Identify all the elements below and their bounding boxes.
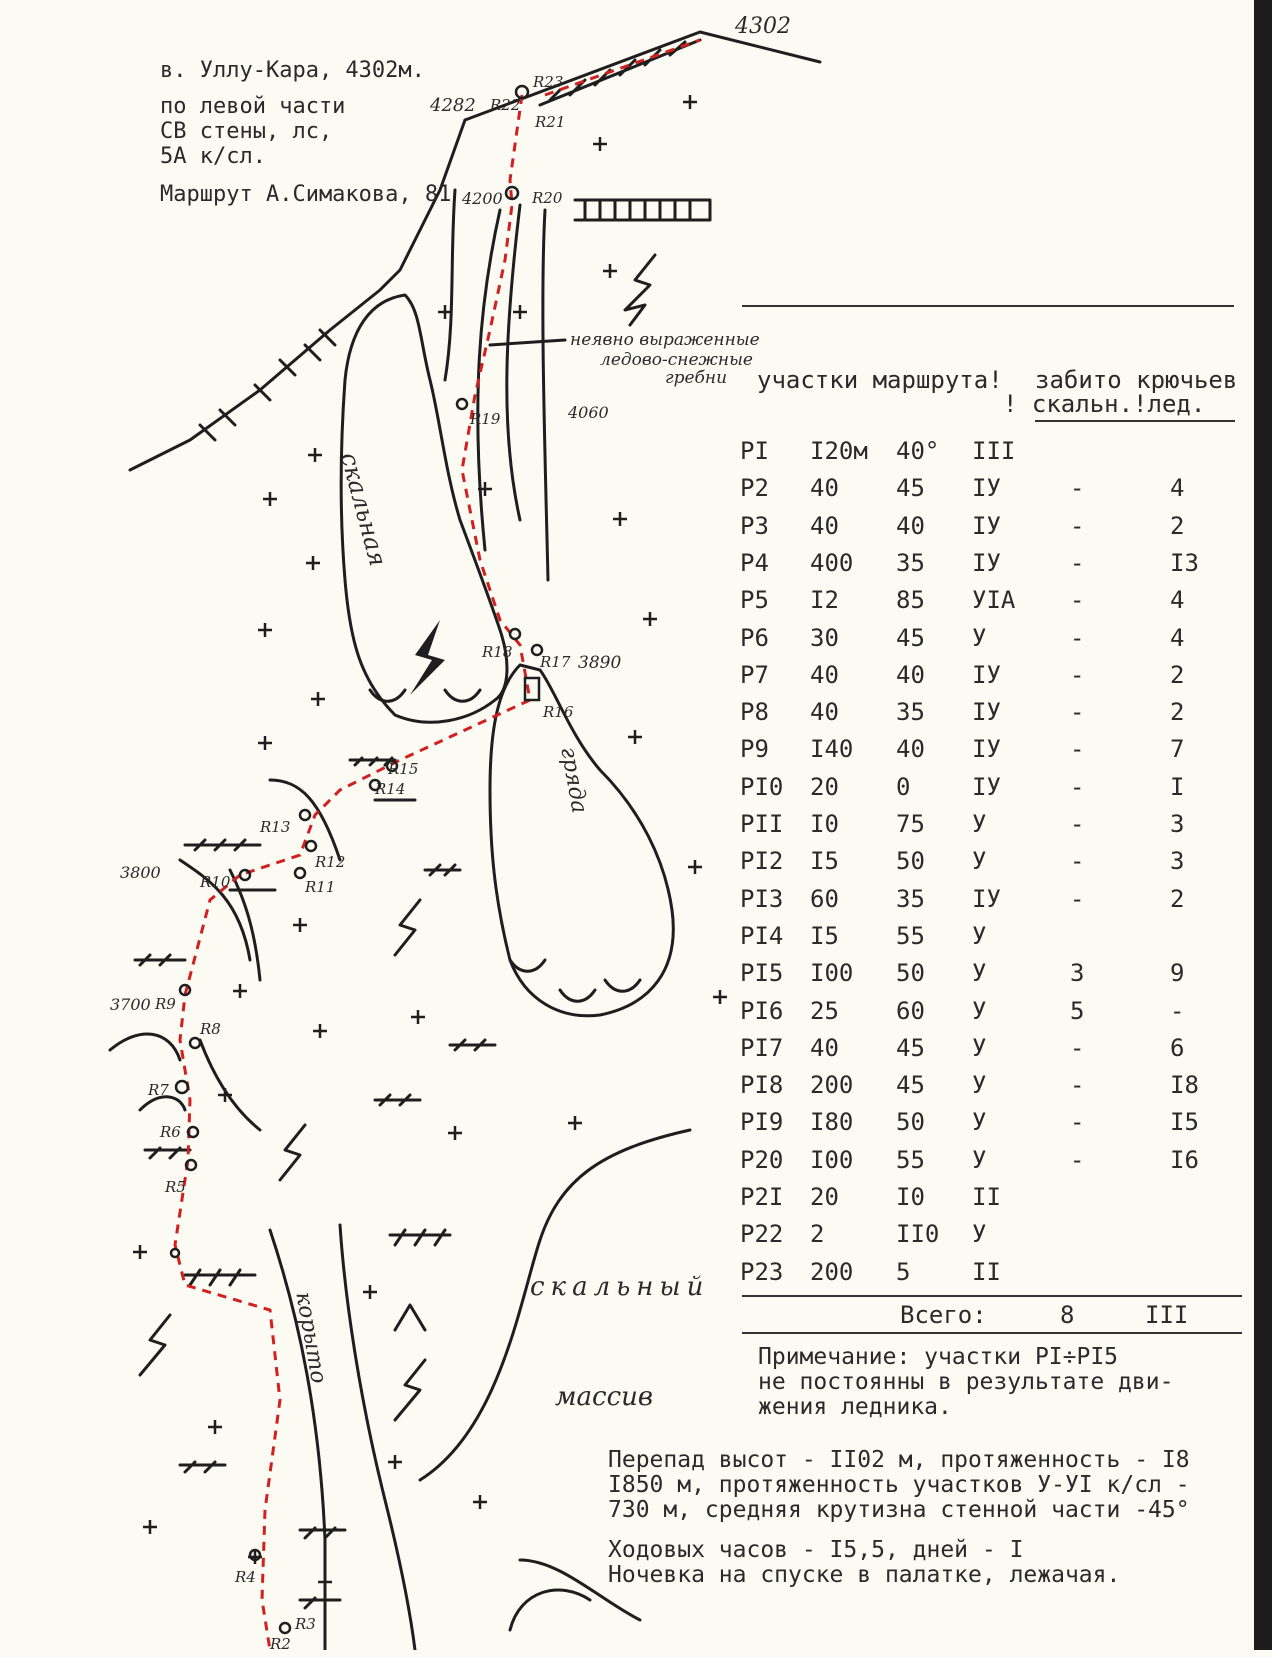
table-cell-rock: - — [1070, 735, 1085, 764]
table-cell-len: I00 — [810, 1145, 854, 1174]
table-cell-len: I20м — [810, 437, 868, 465]
table-cell-len: 25 — [810, 996, 839, 1025]
table-cell-rock: - — [1070, 1145, 1085, 1174]
table-cell-rock: - — [1070, 548, 1085, 577]
table-cell-s: P22 — [740, 1220, 784, 1249]
table-cell-cat: IУ — [972, 511, 1001, 540]
table-cell-len: 200 — [810, 1071, 854, 1100]
massif-curve-2 — [510, 1590, 590, 1630]
ice-curl-5 — [605, 980, 640, 991]
route-desc-1: по левой части — [160, 94, 346, 119]
summary-line-2: I850 м, протяженность участков У-УI к/сл - — [608, 1472, 1190, 1498]
table-cell-cat: У — [972, 959, 987, 988]
table-cell-s: P5 — [740, 586, 769, 615]
summary-line-4: Ходовых часов - I5,5, дней - I — [608, 1537, 1024, 1563]
table-cell-ang: 50 — [896, 1108, 925, 1137]
table-cell-s: P20 — [740, 1145, 784, 1174]
table-cell-ice: 7 — [1170, 735, 1185, 764]
table-cell-cat: IУ — [972, 698, 1001, 727]
table-cell-ice: 2 — [1170, 660, 1185, 689]
ridge-outline — [490, 665, 673, 1016]
route-point-label: R16 — [543, 703, 574, 721]
rock-hatch-mid-3 — [425, 865, 460, 875]
table-cell-ice: 3 — [1170, 847, 1185, 876]
table-cell-ice: - — [1170, 996, 1185, 1025]
route-point-label: R19 — [470, 410, 501, 428]
table-cell-cat: IУ — [972, 735, 1001, 764]
table-cell-cat: II — [972, 1257, 1001, 1286]
label-ridge: гряда — [555, 745, 592, 816]
table-cell-ice: 4 — [1170, 623, 1185, 652]
table-cell-rock: - — [1070, 660, 1085, 689]
table-cell-rock: - — [1070, 1033, 1085, 1062]
table-cell-cat: У — [972, 847, 987, 876]
alt-4060: 4060 — [568, 403, 609, 422]
table-cell-s: PI3 — [740, 884, 784, 913]
table-cell-len: 30 — [810, 623, 839, 652]
table-cell-ice: 4 — [1170, 586, 1185, 615]
table-cell-ice: I3 — [1170, 548, 1199, 577]
alt-4200: 4200 — [462, 189, 503, 208]
table-cell-ang: 5 — [896, 1257, 911, 1286]
total-rule — [742, 1332, 1242, 1334]
table-cell-ang: 85 — [896, 586, 925, 615]
alt-summit: 4302 — [735, 14, 791, 39]
table-cell-ang: 45 — [896, 1033, 925, 1062]
couloir-line-4 — [507, 205, 520, 520]
route-point-label: R7 — [148, 1081, 169, 1099]
route-desc-2: СВ стены, лс, — [160, 119, 333, 144]
table-cell-cat: У — [972, 1145, 987, 1174]
alt-3800: 3800 — [120, 863, 161, 882]
rock-hatch-summit — [540, 40, 700, 105]
table-cell-len: I00 — [810, 959, 854, 988]
table-cell-s: PI — [740, 437, 769, 465]
table-cell-cat: У — [972, 623, 987, 652]
route-point-label: R17 — [540, 653, 571, 671]
table-cell-rock: - — [1070, 772, 1085, 801]
table-cell-ice: 2 — [1170, 511, 1185, 540]
note-line-2: не постоянны в результате дви- — [758, 1369, 1174, 1395]
route-grade: 5А к/сл. — [160, 144, 266, 169]
table-cell-cat: IУ — [972, 660, 1001, 689]
ice-curl-2 — [445, 690, 480, 701]
table-cell-rock: - — [1070, 698, 1085, 727]
table-cell-ang: 45 — [896, 1071, 925, 1100]
table-cell-rock: - — [1070, 1108, 1085, 1137]
rock-hatch-mid-8 — [185, 1270, 255, 1285]
table-cell-ang: 45 — [896, 623, 925, 652]
route-point-label: R10 — [200, 873, 231, 891]
table-cell-rock: 3 — [1070, 959, 1085, 988]
route-point-label: R12 — [315, 853, 346, 871]
table-cell-len: I0 — [810, 810, 839, 838]
table-cell-len: 20 — [810, 1183, 839, 1211]
table-cell-len: 400 — [810, 548, 854, 577]
table-cell-cat: У — [972, 921, 987, 950]
table-cell-len: I5 — [810, 921, 839, 950]
table-cell-ang: 60 — [896, 996, 925, 1025]
table-cell-ang: 35 — [896, 698, 925, 727]
route-point-label: R15 — [388, 760, 419, 778]
table-cell-rock: 5 — [1070, 996, 1085, 1025]
table-cell-cat: У — [972, 1220, 987, 1249]
ridge-note-2: ледово-снежные — [600, 350, 753, 370]
avalanche-symbol-4 — [140, 1315, 170, 1375]
table-top-rule — [742, 305, 1234, 307]
table-cell-s: PI7 — [740, 1033, 784, 1062]
ice-curl-4 — [560, 990, 595, 1001]
note-line-1: Примечание: участки PI÷PI5 — [758, 1344, 1119, 1370]
table-cell-ang: 75 — [896, 810, 925, 838]
table-cell-len: 200 — [810, 1257, 854, 1286]
table-cell-cat: У — [972, 810, 987, 838]
table-cell-len: 40 — [810, 1033, 839, 1062]
table-cell-len: I80 — [810, 1108, 854, 1137]
table-cell-ice: 6 — [1170, 1033, 1185, 1062]
table-cell-ang: 50 — [896, 847, 925, 876]
peak-title: в. Уллу-Кара, 4302м. — [160, 58, 425, 83]
table-cell-s: P3 — [740, 511, 769, 540]
couloir-line-3 — [543, 210, 548, 580]
table-cell-s: PI5 — [740, 959, 784, 988]
alt-4282: 4282 — [430, 95, 476, 116]
table-cell-s: P23 — [740, 1257, 784, 1286]
label-rock: скальная — [334, 449, 393, 570]
table-cell-len: 2 — [810, 1220, 825, 1249]
table-cell-ang: 40 — [896, 660, 925, 689]
table-cell-ice: I — [1170, 772, 1185, 801]
table-cell-len: I5 — [810, 847, 839, 876]
table-header-left: участки маршрута! — [757, 366, 1003, 394]
total-ice: III — [1145, 1301, 1189, 1329]
lower-left-line-5 — [200, 1040, 260, 1130]
summary-line-3: 730 м, средняя крутизна стенной части -45° — [608, 1497, 1190, 1523]
gate-symbol — [395, 1305, 425, 1330]
table-cell-ice: I8 — [1170, 1071, 1199, 1100]
table-cell-s: PII — [740, 810, 784, 838]
route-point-label: R18 — [482, 643, 513, 661]
table-cell-s: P9 — [740, 735, 769, 764]
table-cell-ice: 3 — [1170, 810, 1185, 838]
couloir-line-2 — [478, 210, 500, 550]
table-cell-rock: - — [1070, 511, 1085, 540]
table-cell-ice: 4 — [1170, 474, 1185, 503]
table-cell-s: PI0 — [740, 772, 784, 801]
table-bottom-rule — [742, 1295, 1242, 1297]
table-cell-len: 40 — [810, 698, 839, 727]
table-cell-len: 60 — [810, 884, 839, 913]
route-point-label: R3 — [295, 1615, 316, 1633]
table-cell-cat: IУ — [972, 474, 1001, 503]
table-cell-cat: У — [972, 996, 987, 1025]
avalanche-symbol-5 — [395, 1360, 425, 1420]
table-cell-ice: 9 — [1170, 959, 1185, 988]
label-massif-1: скальный — [530, 1272, 710, 1302]
route-point-label: R22 — [490, 96, 521, 114]
total-rock: 8 — [1060, 1301, 1075, 1329]
rock-hatch-low-2 — [300, 1528, 345, 1538]
ridge-note-3: гребни — [665, 368, 728, 388]
route-point-label: R8 — [200, 1020, 221, 1038]
table-subheader: ! скальн.!лед. — [1003, 390, 1206, 418]
table-cell-ang: 40 — [896, 735, 925, 764]
table-cell-cat: III — [972, 437, 1016, 465]
table-cell-rock: - — [1070, 586, 1085, 615]
table-cell-ang: 40 — [896, 511, 925, 540]
table-cell-rock: - — [1070, 474, 1085, 503]
route-point-label: R4 — [235, 1568, 256, 1586]
ridge-note-1: неявно выраженные — [570, 330, 760, 350]
avalanche-symbol-2 — [395, 900, 420, 955]
table-cell-cat: II — [972, 1183, 1001, 1211]
ridge-left-drop — [130, 120, 465, 470]
table-cell-s: P2 — [740, 474, 769, 503]
summary-line-1: Перепад высот - II02 м, протяженность - I8 — [608, 1447, 1190, 1473]
avalanche-symbol-bold — [410, 620, 445, 695]
label-trough: корыто — [290, 1290, 332, 1386]
table-cell-ice: 2 — [1170, 698, 1185, 727]
table-cell-rock: - — [1070, 1071, 1085, 1100]
table-cell-cat: У — [972, 1108, 987, 1137]
alt-3890: 3890 — [578, 653, 622, 673]
table-cell-rock: - — [1070, 847, 1085, 876]
table-cell-ang: 35 — [896, 548, 925, 577]
rock-hatch-low-3 — [300, 1598, 340, 1608]
rock-hatch-top-right — [575, 200, 710, 220]
route-point-label: R13 — [260, 818, 291, 836]
rock-hatch-mid-9 — [145, 1148, 190, 1158]
rock-hatch-mid-7 — [390, 1230, 450, 1245]
table-cell-ice: I6 — [1170, 1145, 1199, 1174]
table-cell-cat: IУ — [972, 884, 1001, 913]
table-cell-s: PI2 — [740, 847, 784, 876]
table-cell-len: I40 — [810, 735, 854, 764]
route-point-label: R6 — [160, 1123, 181, 1141]
table-cell-s: P6 — [740, 623, 769, 652]
table-header-rule — [1035, 420, 1235, 422]
route-point-label: R21 — [535, 113, 566, 131]
table-cell-ang: 0 — [896, 772, 911, 801]
table-cell-len: 40 — [810, 660, 839, 689]
rock-hatch-mid-4 — [135, 955, 185, 965]
massif-curve-1 — [420, 1130, 690, 1480]
table-cell-ang: 45 — [896, 474, 925, 503]
note-pointer — [490, 340, 565, 345]
label-massif-2: массив — [555, 1382, 654, 1412]
table-header-right: забито крючьев — [1035, 366, 1238, 394]
table-cell-s: P7 — [740, 660, 769, 689]
route-point-label: R11 — [305, 878, 336, 896]
lower-left-line-4 — [110, 1034, 180, 1060]
table-cell-s: PI6 — [740, 996, 784, 1025]
table-cell-cat: У — [972, 1071, 987, 1100]
avalanche-symbol-1 — [625, 255, 655, 325]
table-cell-ang: II0 — [896, 1220, 940, 1249]
route-point-label: R23 — [533, 73, 564, 91]
table-cell-s: PI9 — [740, 1108, 784, 1137]
table-cell-cat: IУ — [972, 548, 1001, 577]
table-cell-len: 40 — [810, 474, 839, 503]
rock-hatch-mid-5 — [450, 1040, 495, 1050]
trough-right — [340, 1225, 415, 1650]
total-label: Всего: — [900, 1301, 987, 1329]
table-cell-s: P8 — [740, 698, 769, 727]
table-cell-cat: У — [972, 1033, 987, 1062]
table-cell-len: 20 — [810, 772, 839, 801]
table-cell-s: P2I — [740, 1183, 784, 1211]
table-cell-len: 40 — [810, 511, 839, 540]
route-point-label: R14 — [375, 780, 406, 798]
note-line-3: жения ледника. — [758, 1394, 952, 1420]
table-cell-s: PI4 — [740, 921, 784, 950]
route-point-label: R9 — [155, 995, 176, 1013]
table-cell-s: PI8 — [740, 1071, 784, 1100]
avalanche-symbol-3 — [280, 1125, 305, 1180]
route-point-label: R20 — [532, 189, 563, 207]
summary-line-5: Ночевка на спуске в палатке, лежачая. — [608, 1562, 1121, 1588]
lower-left-line-2 — [230, 870, 260, 980]
table-cell-ice: I5 — [1170, 1108, 1199, 1137]
table-cell-ang: 40° — [896, 437, 940, 465]
table-cell-cat: IУ — [972, 772, 1001, 801]
table-cell-s: P4 — [740, 548, 769, 577]
rock-hatch-low-1 — [180, 1462, 225, 1472]
rock-hatch-mid-6 — [375, 1095, 420, 1105]
table-cell-ang: 55 — [896, 921, 925, 950]
table-cell-ang: 55 — [896, 1145, 925, 1174]
couloir-line-1 — [445, 190, 455, 380]
route-point-label: R5 — [165, 1178, 186, 1196]
table-cell-cat: УIА — [972, 586, 1016, 615]
table-cell-len: I2 — [810, 586, 839, 615]
table-cell-rock: - — [1070, 884, 1085, 913]
route-author: Маршрут А.Симакова, 81 — [160, 182, 452, 207]
table-cell-ang: I0 — [896, 1183, 925, 1211]
table-cell-ang: 35 — [896, 884, 925, 913]
table-cell-rock: - — [1070, 623, 1085, 652]
table-cell-rock: - — [1070, 810, 1085, 838]
table-cell-ang: 50 — [896, 959, 925, 988]
route-point-label: R2 — [270, 1635, 291, 1653]
alt-3700: 3700 — [110, 995, 151, 1014]
table-cell-ice: 2 — [1170, 884, 1185, 913]
